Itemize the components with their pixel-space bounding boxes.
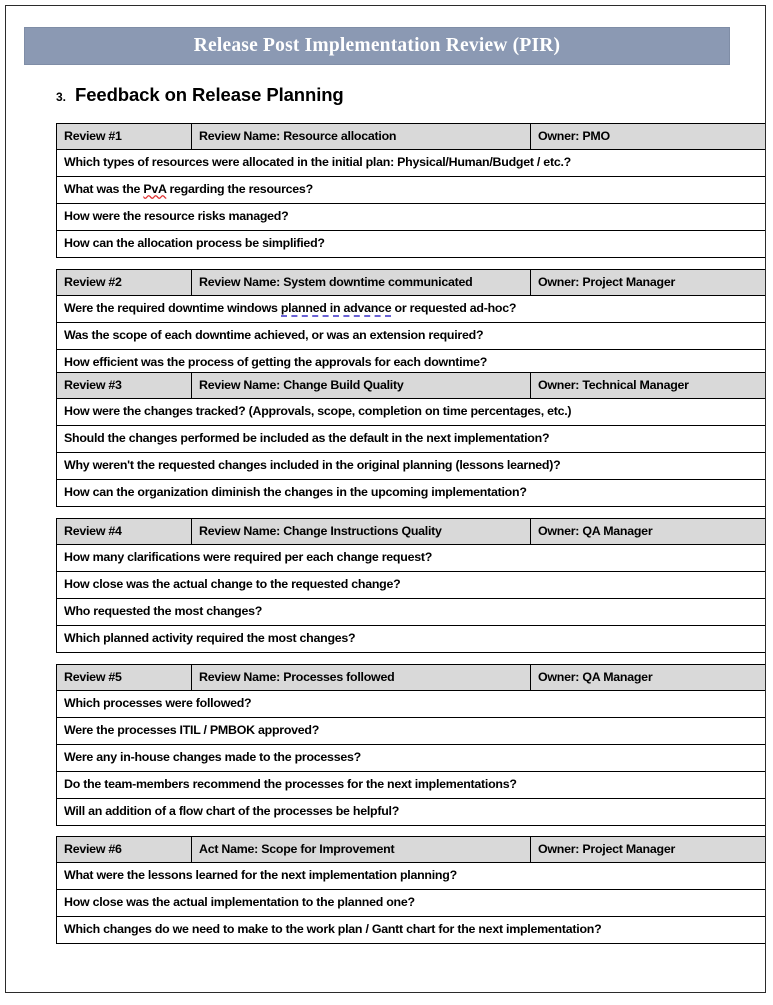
table-row — [57, 231, 767, 258]
question-cell: Who requested the most changes? — [57, 599, 767, 626]
table-row — [57, 323, 767, 350]
review-name-cell: Review Name: Resource allocation — [192, 124, 531, 150]
question-cell: Which planned activity required the most changes? — [57, 626, 767, 653]
review-name-cell: Review Name: Processes followed — [192, 665, 531, 691]
question-cell: Why weren't the requested changes included in the original planning (lessons learned)? — [57, 453, 767, 480]
table-header-row — [57, 270, 767, 296]
table-row — [57, 453, 767, 480]
review-name-cell: Review Name: System downtime communicated — [192, 270, 531, 296]
table-row — [57, 480, 767, 507]
review-table-5 — [56, 664, 766, 826]
review-id-cell: Review #2 — [57, 270, 192, 296]
review-id-cell: Review #4 — [57, 519, 192, 545]
review-name-cell: Review Name: Change Build Quality — [192, 373, 531, 399]
review-name-cell: Act Name: Scope for Improvement — [192, 837, 531, 863]
review-name-cell: Review Name: Change Instructions Quality — [192, 519, 531, 545]
question-cell: Should the changes performed be included as the default in the next implementation? — [57, 426, 767, 453]
table-row — [57, 204, 767, 231]
question-cell: Was the scope of each downtime achieved, or was an extension required? — [57, 323, 767, 350]
review-owner-cell: Owner: QA Manager — [531, 665, 767, 691]
question-cell: Were the required downtime windows planned in advance or requested ad-hoc? — [57, 296, 767, 323]
question-cell: How can the organization diminish the changes in the upcoming implementation? — [57, 480, 767, 507]
table-row — [57, 691, 767, 718]
question-cell: How efficient was the process of getting the approvals for each downtime? — [57, 350, 767, 377]
review-id-cell: Review #1 — [57, 124, 192, 150]
spellcheck-marked-word: PvA — [143, 182, 167, 197]
question-cell: How close was the actual change to the requested change? — [57, 572, 767, 599]
table-row — [57, 399, 767, 426]
table-row — [57, 799, 767, 826]
review-table-4 — [56, 518, 766, 653]
question-cell: What were the lessons learned for the next implementation planning? — [57, 863, 767, 890]
review-owner-cell: Owner: QA Manager — [531, 519, 767, 545]
review-table-2 — [56, 269, 766, 377]
grammarcheck-marked-phrase: planned in advance — [280, 301, 392, 316]
section-heading — [56, 84, 344, 106]
table-row — [57, 572, 767, 599]
question-cell: Which types of resources were allocated in the initial plan: Physical/Human/Budget / etc.? — [57, 150, 767, 177]
question-cell: How were the changes tracked? (Approvals, scope, completion on time percentages, etc.) — [57, 399, 767, 426]
page-title: Feedback on Release Planning — [75, 84, 344, 105]
table-row — [57, 545, 767, 572]
review-owner-cell: Owner: Project Manager — [531, 837, 767, 863]
question-cell: Were any in-house changes made to the processes? — [57, 745, 767, 772]
review-table-3 — [56, 372, 766, 507]
table-row — [57, 718, 767, 745]
question-cell: How can the allocation process be simplified? — [57, 231, 767, 258]
table-row — [57, 917, 767, 944]
table-row — [57, 177, 767, 204]
table-header-row — [57, 373, 767, 399]
table-row — [57, 296, 767, 323]
review-table-6 — [56, 836, 766, 944]
table-header-row — [57, 519, 767, 545]
table-row — [57, 626, 767, 653]
banner-title: Release Post Implementation Review (PIR) — [193, 35, 561, 56]
table-row — [57, 890, 767, 917]
review-owner-cell: Owner: Technical Manager — [531, 373, 767, 399]
question-cell: Were the processes ITIL / PMBOK approved? — [57, 718, 767, 745]
review-id-cell: Review #3 — [57, 373, 192, 399]
table-row — [57, 426, 767, 453]
table-header-row — [57, 837, 767, 863]
question-cell: What was the PvA regarding the resources? — [57, 177, 767, 204]
review-id-cell: Review #6 — [57, 837, 192, 863]
question-cell: How close was the actual implementation to the planned one? — [57, 890, 767, 917]
table-header-row — [57, 665, 767, 691]
review-table-1 — [56, 123, 766, 258]
document-page — [5, 5, 766, 993]
table-row — [57, 863, 767, 890]
section-number: 3. — [56, 90, 67, 104]
review-owner-cell: Owner: PMO — [531, 124, 767, 150]
table-row — [57, 150, 767, 177]
table-header-row — [57, 124, 767, 150]
question-cell: How were the resource risks managed? — [57, 204, 767, 231]
document-banner — [24, 27, 730, 65]
question-cell: Which processes were followed? — [57, 691, 767, 718]
table-row — [57, 772, 767, 799]
question-cell: Do the team-members recommend the processes for the next implementations? — [57, 772, 767, 799]
table-row — [57, 745, 767, 772]
review-id-cell: Review #5 — [57, 665, 192, 691]
question-cell: Will an addition of a flow chart of the processes be helpful? — [57, 799, 767, 826]
question-cell: Which changes do we need to make to the work plan / Gantt chart for the next implementation? — [57, 917, 767, 944]
table-row — [57, 599, 767, 626]
question-cell: How many clarifications were required per each change request? — [57, 545, 767, 572]
review-owner-cell: Owner: Project Manager — [531, 270, 767, 296]
